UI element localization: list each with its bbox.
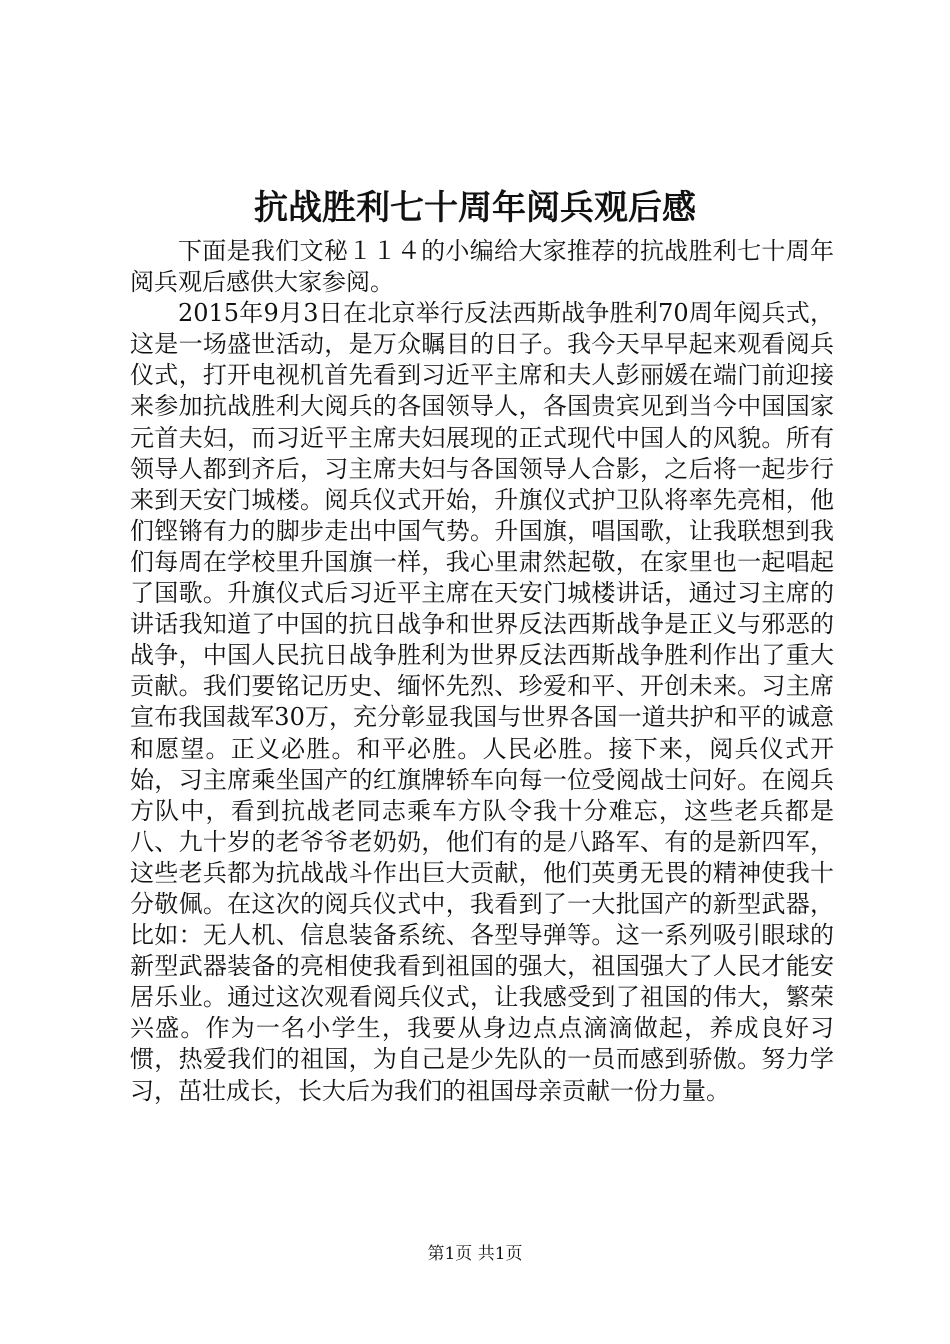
page-number-footer: 第1页 共1页 (427, 1244, 523, 1264)
intro-paragraph: 下面是我们文秘１１４的小编给大家推荐的抗战胜利七十周年阅兵观后感供大家参阅。 (130, 237, 834, 297)
document-body (130, 236, 834, 1107)
document-title: 抗战胜利七十周年阅兵观后感 (254, 188, 696, 228)
main-paragraph: 2015年9月3日在北京举行反法西斯战争胜利70周年阅兵式，这是一场盛世活动，是万众瞩目的日子。我今天早早起来观看阅兵仪式，打开电视机首先看到习近平主席和夫人彭丽媛在端门前迎接来参加抗战胜利大阅兵的各国领导人，各国贵宾见到当今中国国家元首夫妇，而习近平主席夫妇展现的正式现代中国人的风貌。所有领导人都到齐后，习主席夫妇与各国领导人合影，之后将一起步行来到天安门城楼。阅兵仪式开始，升旗仪式护卫队将率先亮相，他们铿锵有力的脚步走出中国气势。升国旗，唱国歌，让我联想到我们每周在学校里升国旗一样，我心里肃然起敬，在家里也一起唱起了国歌。升旗仪式后习近平主席在天安门城楼讲话，通过习主席的讲话我知道了中国的抗日战争和世界反法西斯战争是正义与邪恶的战争，中国人民抗日战争胜利为世界反法西斯战争胜利作出了重大贡献。我们要铭记历史、缅怀先烈、珍爱和平、开创未来。习主席宣布我国裁军30万，充分彰显我国与世界各国一道共护和平的诚意和愿望。正义必胜。和平必胜。人民必胜。接下来，阅兵仪式开始，习主席乘坐国产的红旗牌轿车向每一位受阅战士问好。在阅兵方队中，看到抗战老同志乘车方队令我十分难忘，这些老兵都是八、九十岁的老爷爷老奶奶，他们有的是八路军、有的是新四军，这些老兵都为抗战战斗作出巨大贡献，他们英勇无畏的精神使我十分敬佩。在这次的阅兵仪式中，我看到了一大批国产的新型武器，比如：无人机、信息装备系统、各型导弹等。这一系列吸引眼球的新型武器装备的亮相使我看到祖国的强大，祖国强大了人民才能安居乐业。通过这次观看阅兵仪式，让我感受到了祖国的伟大，繁荣兴盛。作为一名小学生，我要从身边点点滴滴做起，养成良好习惯，热爱我们的祖国，为自己是少先队的一员而感到骄傲。努力学习，茁壮成长，长大后为我们的祖国母亲贡献一份力量。 (130, 299, 834, 1105)
